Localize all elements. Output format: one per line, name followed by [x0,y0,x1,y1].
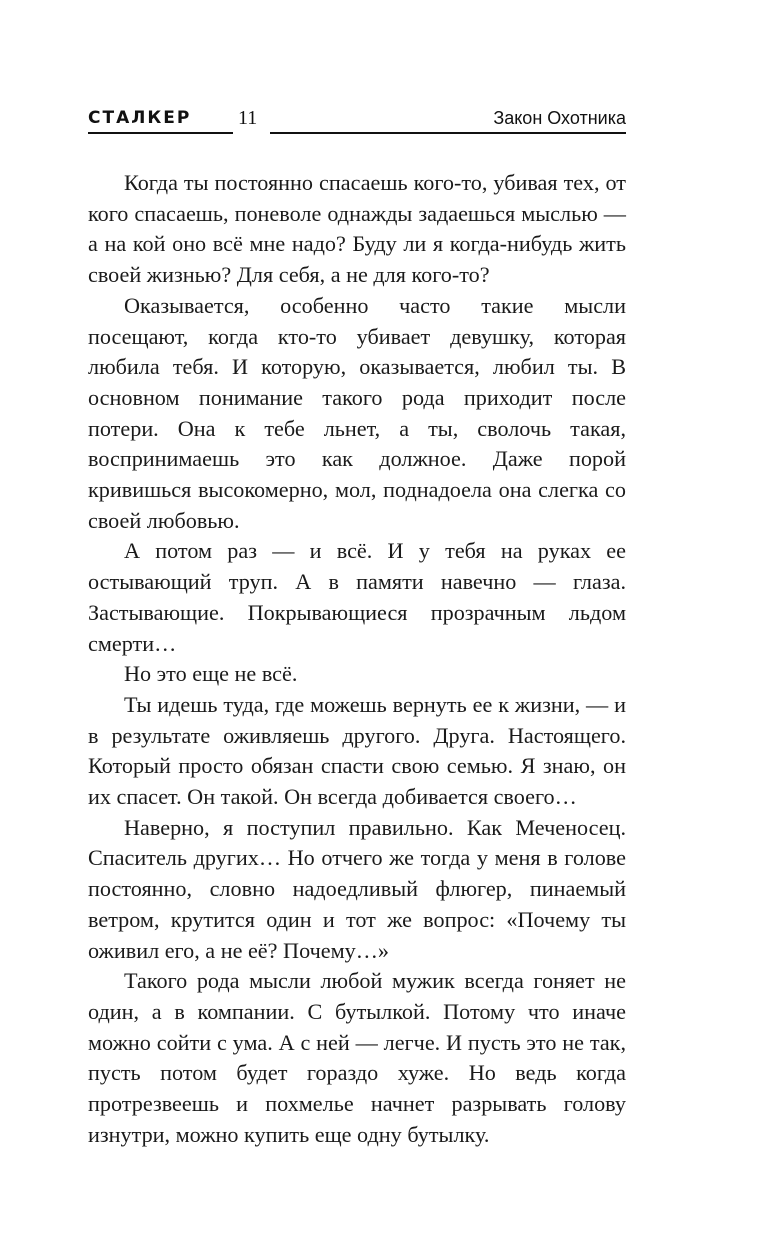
paragraph-7: Такого рода мысли любой мужик всегда гоняет не один, а в компании. С бутылкой. Потому что иначе можно сойти с ума. А с ней — легче. И пусть это не так, пусть потом будет гораздо хуже. Но ведь когда протрезвеешь и похмелье начнет разрывать голову изнутри, можно купить еще одну бутылку. [88,968,626,1147]
paragraph-1: Когда ты постоянно спасаешь кого-то, убивая тех, от кого спасаешь, поневоле однажды задаешься мыслью — а на кой оно всё мне надо? Буду ли я когда-нибудь жить своей жизнью? Для себя, а не для кого-то? [88,170,626,288]
paragraph-2: Оказывается, особенно часто такие мысли посещают, когда кто-то убивает девушку, которая любила тебя. И которую, оказывается, любил ты. В основном понимание такого рода приходит после потери. Она к тебе льнет, а ты, сволочь такая, воспринимаешь это как должное. Даже порой кривишься высокомерно, мол, поднадоела она слегка со своей любовью. [88,292,626,533]
paragraph-3: А потом раз — и всё. И у тебя на руках ее остывающий труп. А в памяти навечно — глаза. Застывающие. Покрывающиеся прозрачным льдом смерти… [88,538,626,656]
paragraph-4: Но это еще не всё. [124,661,298,687]
running-head [88,106,626,136]
page-number: 11 [238,107,258,129]
book-title: Закон Охотника [493,108,626,128]
paragraph-5: Ты идешь туда, где можешь вернуть ее к жизни, — и в результате оживляешь другого. Друга. Настоящего. Который просто обязан спасти свою семью. Я знаю, он их спасет. Он такой. Он всегда добивается своего… [88,691,626,810]
series-name: СТАЛКЕР [88,108,192,128]
paragraph-6: Наверно, я поступил правильно. Как Меченосец. Спаситель других… Но отчего же тогда у меня в голове постоянно, словно надоедливый флюгер, пинаемый ветром, крутится один и тот же вопрос: «Почему ты оживил его, а не её? Почему…» [88,814,626,963]
header-rule-right [270,132,626,134]
header-rule-left [88,132,233,134]
body-text [88,168,626,1151]
